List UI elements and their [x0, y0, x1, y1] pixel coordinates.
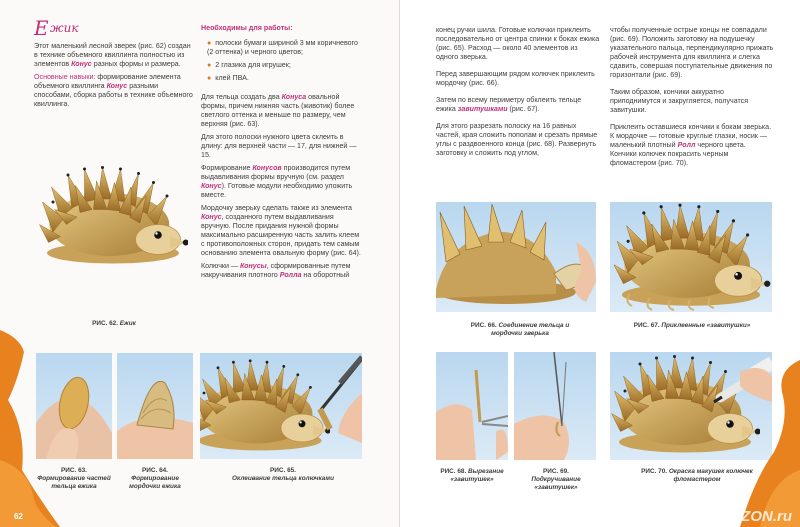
- needs-item: ● клей ПВА.: [207, 74, 249, 82]
- skills-label: Основные навыки:: [34, 73, 96, 81]
- figure-68-photo: [436, 352, 508, 460]
- needs-item: ● 2 глазика для игрушек;: [207, 61, 291, 69]
- right-column-1: конец ручки шила. Готовые колючки приклеить последовательно от центра спинки к боках ежика (рис. 65). Расход — около 40 элементов из одного зверька. Перед завершающим рядом колючек приклеить мордочку (рис. 66). Затем по всему периметру обклеить тельце ежика завитушками (рис. 67). Для этого разрезать полоску на 16 равных частей, края сложить пополам и срезать прямые углы с раздвоенного конца (рис. 68). Развернуть заготовку и сложить под углом,: [436, 26, 600, 157]
- figure-66-photo: [436, 202, 596, 312]
- caption-fig-66: РИС. 66. Соединение тельца и мордочки зверька: [470, 322, 570, 337]
- caption-fig-67: РИС. 67. Приклеенные «завитушки»: [633, 322, 751, 329]
- caption-fig-64: РИС. 64. Формирование мордочки ежика: [129, 467, 181, 490]
- chapter-title: жик: [50, 21, 79, 35]
- caption-fig-62: РИС. 62. Ежик: [92, 320, 136, 327]
- figure-65-photo: [200, 353, 362, 459]
- needs-title: Необходимы для работы:: [201, 24, 293, 32]
- decorative-splash-right: [730, 0, 800, 527]
- caption-fig-68: РИС. 68. Вырезание «завитушек»: [440, 468, 504, 483]
- needs-item: ● полоски бумаги шириной 3 мм коричневого (2 оттенка) и черного цветов;: [207, 39, 358, 56]
- caption-fig-65: РИС. 65. Оклеивание тельца колючками: [232, 467, 334, 482]
- watermark: OZON.ru: [729, 508, 792, 525]
- caption-fig-69: РИС. 69. Подкручивание «завитушек»: [531, 468, 581, 491]
- figure-64-photo: [117, 353, 193, 459]
- figure-62-hedgehog: [38, 152, 188, 290]
- caption-fig-70: РИС. 70. Окраска макушек колючек фломастером: [641, 468, 753, 483]
- right-column-2: чтобы полученные острые концы не совпадали (рис. 69). Положить заготовку на подушечку указательного пальца, перпендикулярно прижать рабочей инструмента для квиллинга и слегка сдавить, совершая поступательные движения по горизонтали (рис. 69). Таким образом, кончики аккуратно приподнимутся и закругляется, получатся завитушки. Приклеить оставшиеся кончики к бокам зверька. К мордочке — готовые круглые глазки, носик — маленький плотный Ролл черного цвета. Кончики колючек покрасить черным фломастером (рис. 70).: [610, 26, 774, 167]
- decorative-splash-left: [0, 0, 60, 527]
- materials-and-steps: Необходимы для работы: ● полоски бумаги шириной 3 мм коричневого (2 оттенка) и черного цветов; ● 2 глазика для игрушек; ● клей ПВА. Для тельца создать два Конуса овальной формы, причем нижняя часть (животик) более светлого оттенка и меньше по размеру, чем верхняя (рис. 63). Для этого полоски нужного цвета склеить в длину: для верхней части — 17, для нижней — 15. Формирование Конусов производится путем выдавливания формы вручную (см. раздел Конус). Готовые модули необходимо уложить вместе. Мордочку зверьку сделать также из элемента Конус, созданного путем выдавливания вручную. После придания нужной формы максимально расширенную часть залить клеем с противоположных сторон, придать тем самым основанию элемента овальную форму (рис. 64). Колючки — Конусы, сформированные путем накручивания плотного Ролла на оборотный: [201, 24, 363, 284]
- right-page: [400, 0, 800, 527]
- intro-text: Этот маленький лесной зверек (рис. 62) создан в технике объемного квиллинга полностью из элементов Конус разных формы и размера. Основные навыки: формирование элемента объемного квиллинга Конус разными способами, сборка работы в технике объемного квиллинга.: [34, 42, 193, 108]
- page-number: 62: [14, 512, 23, 521]
- caption-fig-63: РИС. 63. Формирование частей тельца ежика: [37, 467, 111, 490]
- chapter-title-initial: Е: [34, 16, 49, 40]
- figure-69-photo: [514, 352, 596, 460]
